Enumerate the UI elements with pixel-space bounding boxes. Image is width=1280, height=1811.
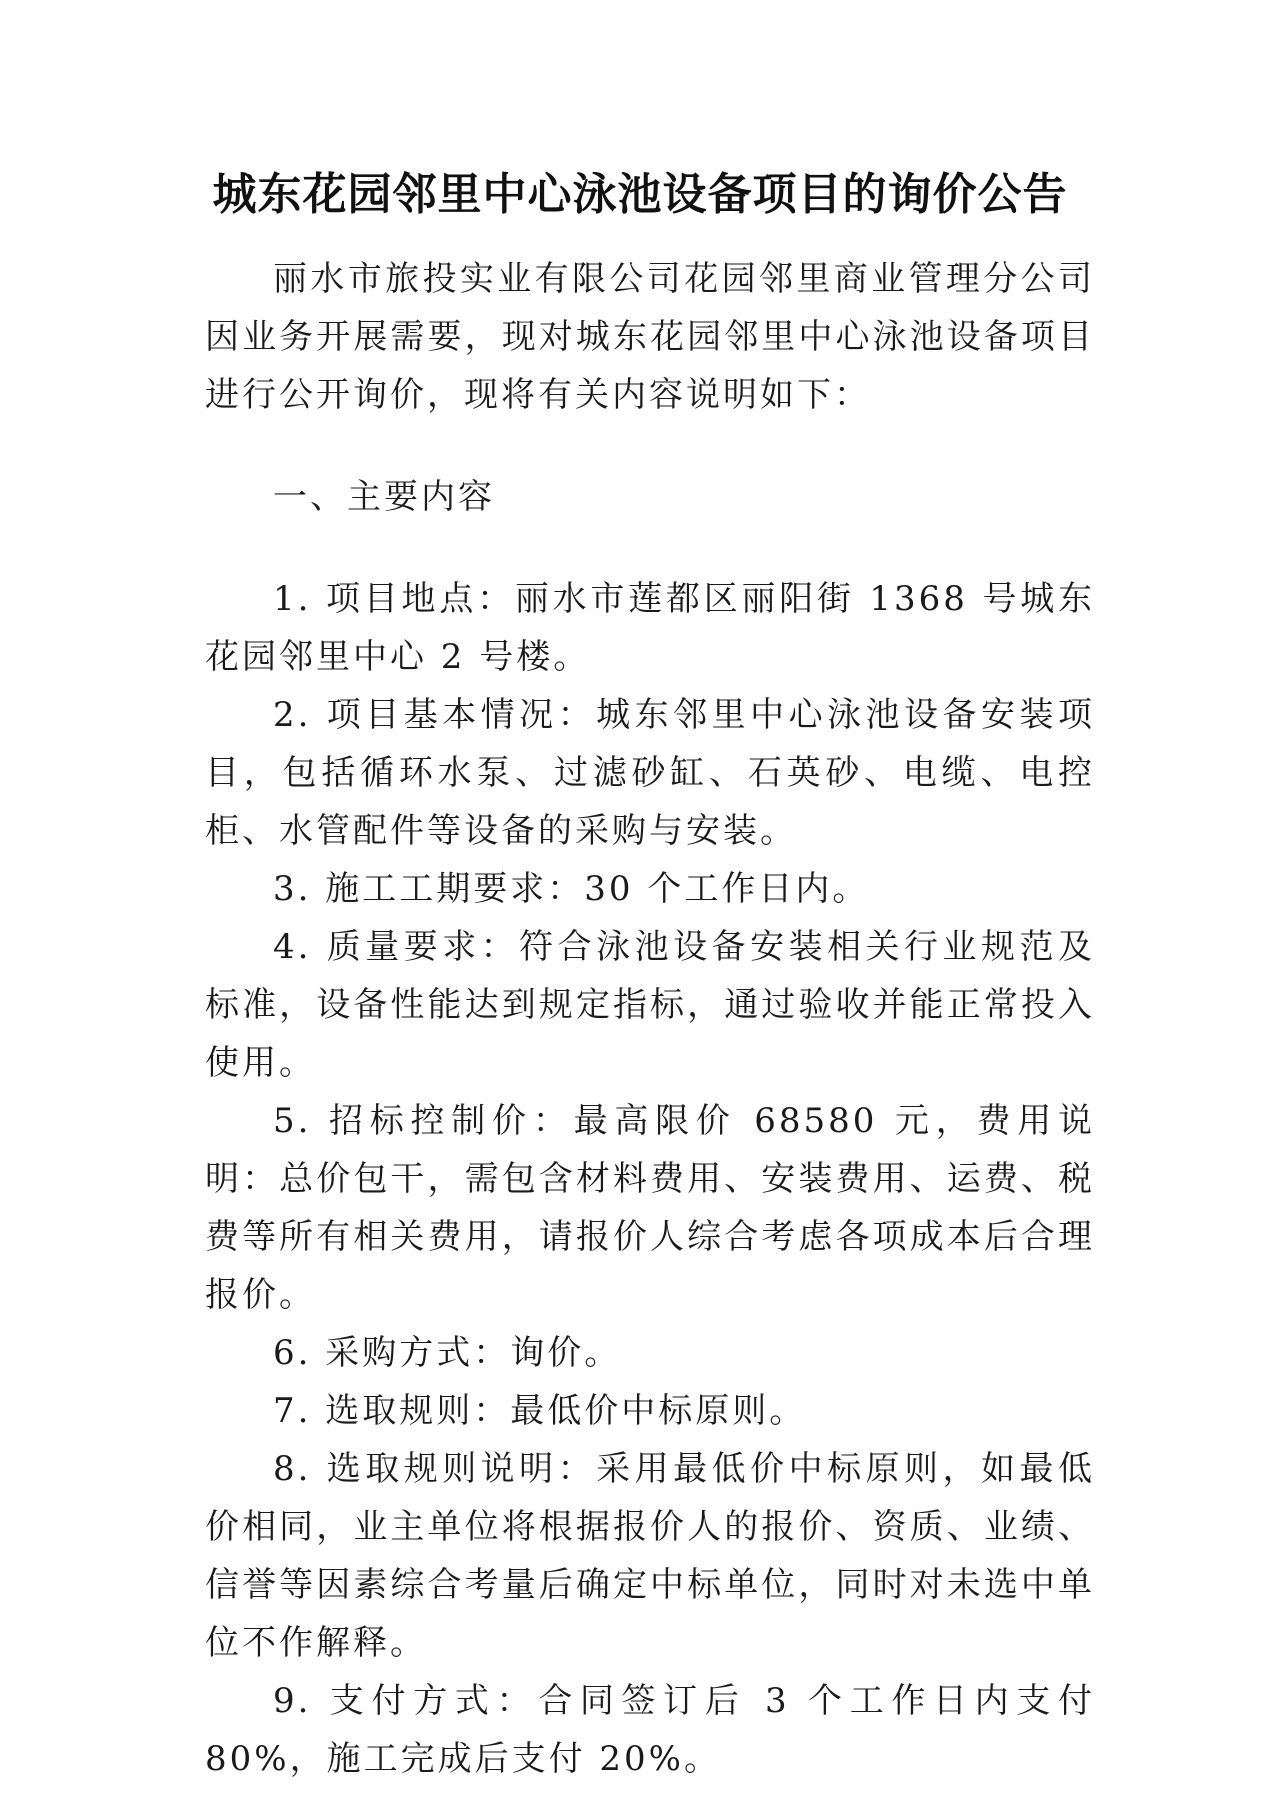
item-quality-requirements: 4. 质量要求：符合泳池设备安装相关行业规范及标准，设备性能达到规定指标，通过验收并能正常投入使用。 — [205, 927, 1095, 1083]
section-heading: 一、主要内容 — [273, 477, 495, 517]
item-construction-period: 3. 施工工期要求：30 个工作日内。 — [273, 869, 870, 909]
document-title: 城东花园邻里中心泳池设备项目的询价公告 — [212, 169, 1068, 220]
item-payment-method: 9. 支付方式：合同签订后 3 个工作日内支付 80%，施工完成后支付 20%。 — [205, 1681, 1095, 1779]
item-project-location: 1. 项目地点：丽水市莲都区丽阳街 1368 号城东花园邻里中心 2 号楼。 — [205, 579, 1095, 677]
spacer — [205, 424, 1095, 468]
document-body — [205, 250, 1095, 1788]
item-price-control: 5. 招标控制价：最高限价 68580 元，费用说明：总价包干，需包含材料费用、安装费用、运费、税费等所有相关费用，请报价人综合考虑各项成本后合理报价。 — [205, 1101, 1095, 1315]
item-procurement-method: 6. 采购方式：询价。 — [273, 1333, 622, 1373]
intro-paragraph: 丽水市旅投实业有限公司花园邻里商业管理分公司因业务开展需要，现对城东花园邻里中心泳池设备项目进行公开询价，现将有关内容说明如下： — [205, 259, 1095, 415]
item-selection-rule-notes: 8. 选取规则说明：采用最低价中标原则，如最低价相同，业主单位将根据报价人的报价、资质、业绩、信誉等因素综合考量后确定中标单位，同时对未选中单位不作解释。 — [205, 1449, 1095, 1663]
item-project-overview: 2. 项目基本情况：城东邻里中心泳池设备安装项目，包括循环水泵、过滤砂缸、石英砂、电缆、电控柜、水管配件等设备的采购与安装。 — [205, 695, 1095, 851]
spacer — [205, 526, 1095, 570]
item-selection-rule: 7. 选取规则：最低价中标原则。 — [273, 1391, 807, 1431]
